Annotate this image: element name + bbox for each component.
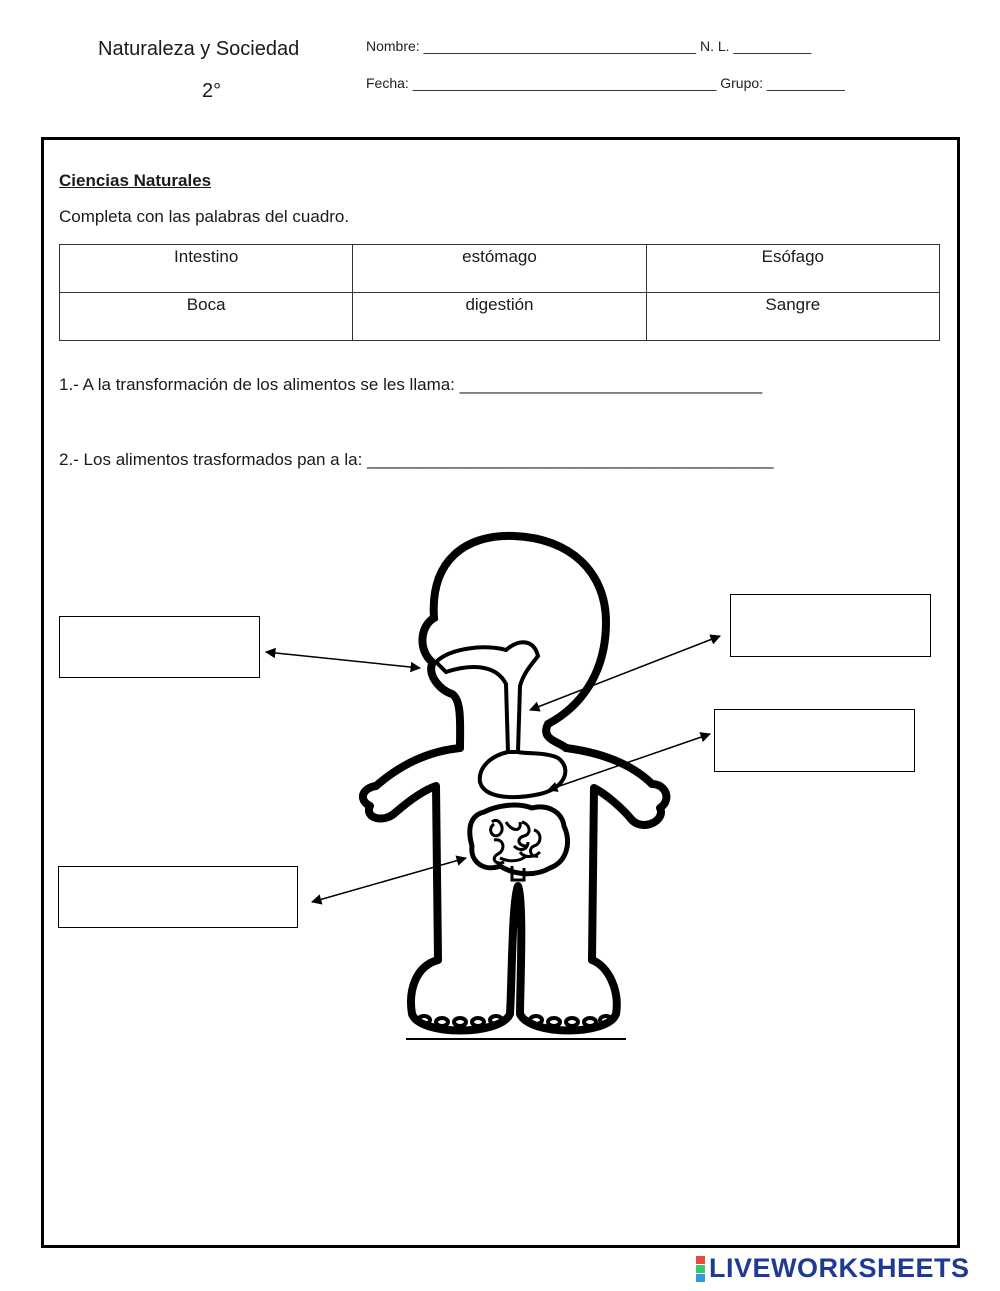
section-title: Ciencias Naturales bbox=[59, 171, 212, 190]
answer-box-mouth[interactable] bbox=[59, 616, 260, 678]
logo-icon bbox=[696, 1256, 705, 1282]
word-cell: Sangre bbox=[646, 293, 939, 341]
arrow-intestine bbox=[312, 858, 466, 902]
word-cell: Intestino bbox=[60, 245, 353, 293]
grade-label: 2° bbox=[202, 80, 222, 102]
stomach-shape bbox=[480, 752, 566, 797]
name-field-line[interactable]: Nombre: ___________________________________ N. L. __________ bbox=[366, 38, 812, 54]
toe-marks bbox=[418, 1016, 612, 1026]
question-1[interactable]: 1.- A la transformación de los alimentos se les llama: ________________________________ bbox=[59, 375, 763, 394]
instruction-text: Completa con las palabras del cuadro. bbox=[59, 207, 350, 226]
arrow-stomach bbox=[548, 734, 710, 790]
body-outline bbox=[363, 748, 667, 1031]
subject-title: Naturaleza y Sociedad bbox=[98, 38, 300, 60]
chin-outline bbox=[431, 664, 460, 748]
small-intestine bbox=[491, 820, 540, 863]
liveworksheets-logo bbox=[696, 1253, 970, 1284]
question-2[interactable]: 2.- Los alimentos trasformados pan a la: ___________________________________________ bbox=[59, 450, 774, 469]
word-cell: digestión bbox=[353, 293, 646, 341]
answer-box-stomach[interactable] bbox=[714, 709, 915, 772]
answer-box-intestine[interactable] bbox=[58, 866, 298, 928]
word-cell: Boca bbox=[60, 293, 353, 341]
arrow-mouth bbox=[266, 652, 420, 668]
head-outline bbox=[422, 536, 606, 748]
answer-box-esophagus[interactable] bbox=[730, 594, 931, 657]
word-cell: estómago bbox=[353, 245, 646, 293]
logo-text: LIVEWORKSHEETS bbox=[709, 1253, 970, 1283]
arrow-esophagus bbox=[530, 636, 720, 710]
word-cell: Esófago bbox=[646, 245, 939, 293]
date-field-line[interactable]: Fecha: _______________________________________ Grupo: __________ bbox=[366, 75, 845, 91]
